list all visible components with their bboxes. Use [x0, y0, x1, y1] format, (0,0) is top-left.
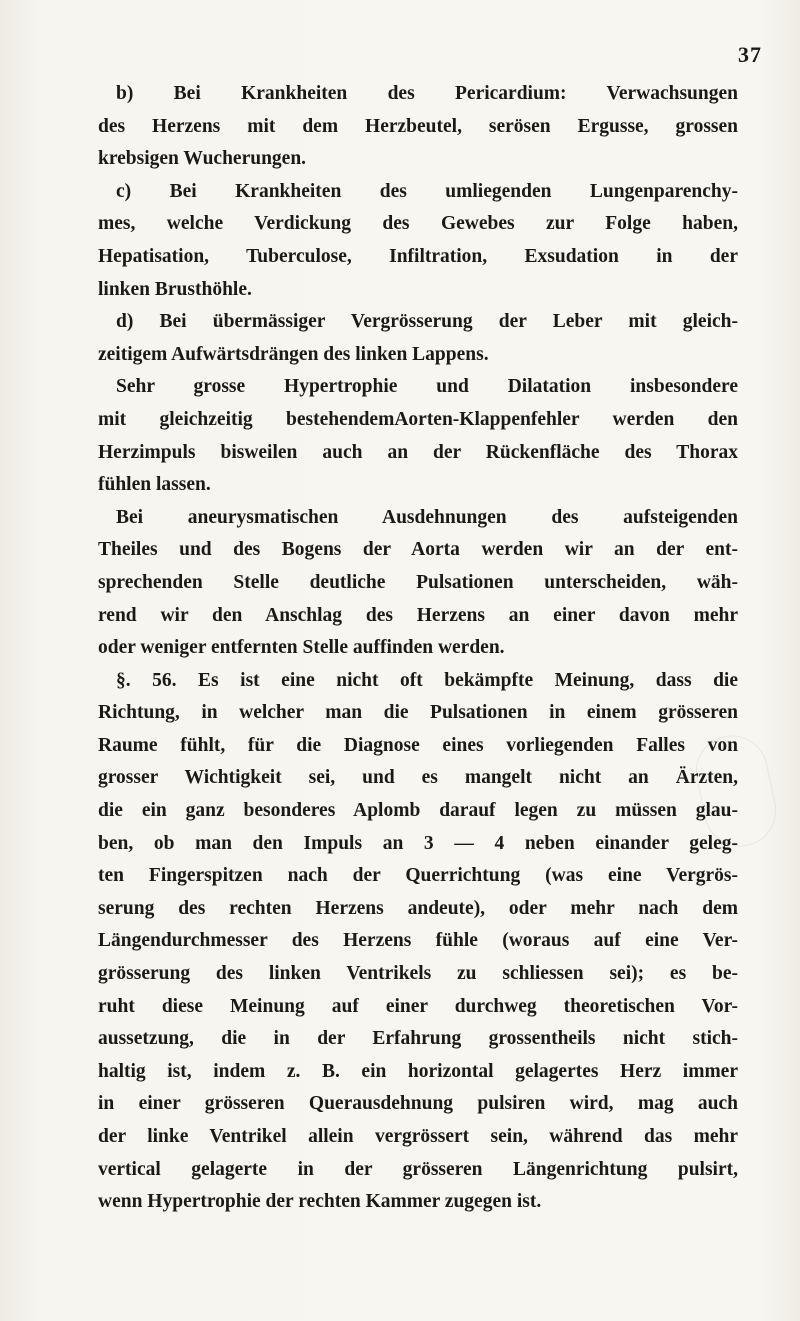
- text-line: des Herzens mit dem Herzbeutel, serösen Ergusse, grossen: [98, 115, 738, 137]
- text-line: oder weniger entfernten Stelle auffinden werden.: [98, 637, 505, 659]
- text-line: serung des rechten Herzens andeute), oder mehr nach dem: [98, 897, 738, 919]
- page-number: 37: [738, 42, 762, 67]
- text-line: b) Bei Krankheiten des Pericardium: Verwachsungen: [116, 83, 738, 104]
- text-line: Hepatisation, Tuberculose, Infiltration, Exsudation in der: [98, 245, 738, 267]
- text-line: d) Bei übermässiger Vergrösserung der Leber mit gleich-: [116, 311, 738, 333]
- text-line: grosser Wichtigkeit sei, und es mangelt nicht an Ärzten,: [98, 767, 738, 789]
- body-text: [98, 78, 738, 1219]
- text-line: haltig ist, indem z. B. ein horizontal gelagertes Herz immer: [98, 1060, 738, 1082]
- text-line: der linke Ventrikel allein vergrössert sein, während das mehr: [98, 1126, 738, 1147]
- text-line: zeitigem Aufwärtsdrängen des linken Lappens.: [98, 343, 489, 365]
- text-line: ten Fingerspitzen nach der Querrichtung (was eine Vergrös-: [98, 865, 738, 887]
- text-line: mes, welche Verdickung des Gewebes zur Folge haben,: [98, 213, 738, 235]
- text-line: grösserung des linken Ventrikels zu schliessen sei); es be-: [98, 963, 738, 985]
- text-line: Raume fühlt, für die Diagnose eines vorliegenden Falles von: [98, 734, 738, 756]
- text-line: aussetzung, die in der Erfahrung grossentheils nicht stich-: [98, 1028, 738, 1050]
- text-line: linken Brusthöhle.: [98, 278, 252, 300]
- text-line: mit gleichzeitig bestehendemAorten-Klappenfehler werden den: [98, 408, 738, 430]
- text-line: Längendurchmesser des Herzens fühle (woraus auf eine Ver-: [98, 930, 738, 952]
- text-line: rend wir den Anschlag des Herzens an einer davon mehr: [98, 604, 738, 626]
- text-line: Theiles und des Bogens der Aorta werden wir an der ent-: [98, 539, 738, 561]
- text-line: Bei aneurysmatischen Ausdehnungen des aufsteigenden: [116, 506, 738, 528]
- text-line: Herzimpuls bisweilen auch an der Rückenfläche des Thorax: [98, 441, 738, 463]
- text-line: fühlen lassen.: [98, 474, 211, 496]
- text-line: die ein ganz besonderes Aplomb darauf legen zu müssen glau-: [98, 800, 738, 822]
- text-line: wenn Hypertrophie der rechten Kammer zugegen ist.: [98, 1191, 542, 1213]
- text-line: sprechenden Stelle deutliche Pulsationen unterscheiden, wäh-: [98, 571, 738, 593]
- text-line: §. 56. Es ist eine nicht oft bekämpfte Meinung, dass die: [116, 669, 738, 691]
- text-line: in einer grösseren Querausdehnung pulsiren wird, mag auch: [98, 1093, 738, 1115]
- text-line: c) Bei Krankheiten des umliegenden Lungenparenchy-: [116, 180, 738, 202]
- text-line: Sehr grosse Hypertrophie und Dilatation insbesondere: [116, 376, 738, 398]
- text-line: Richtung, in welcher man die Pulsationen in einem grösseren: [98, 702, 738, 724]
- text-line: ruht diese Meinung auf einer durchweg theoretischen Vor-: [98, 995, 738, 1017]
- text-line: ben, ob man den Impuls an 3 — 4 neben einander geleg-: [98, 832, 738, 854]
- text-line: vertical gelagerte in der grösseren Längenrichtung pulsirt,: [98, 1158, 738, 1180]
- text-line: krebsigen Wucherungen.: [98, 148, 307, 170]
